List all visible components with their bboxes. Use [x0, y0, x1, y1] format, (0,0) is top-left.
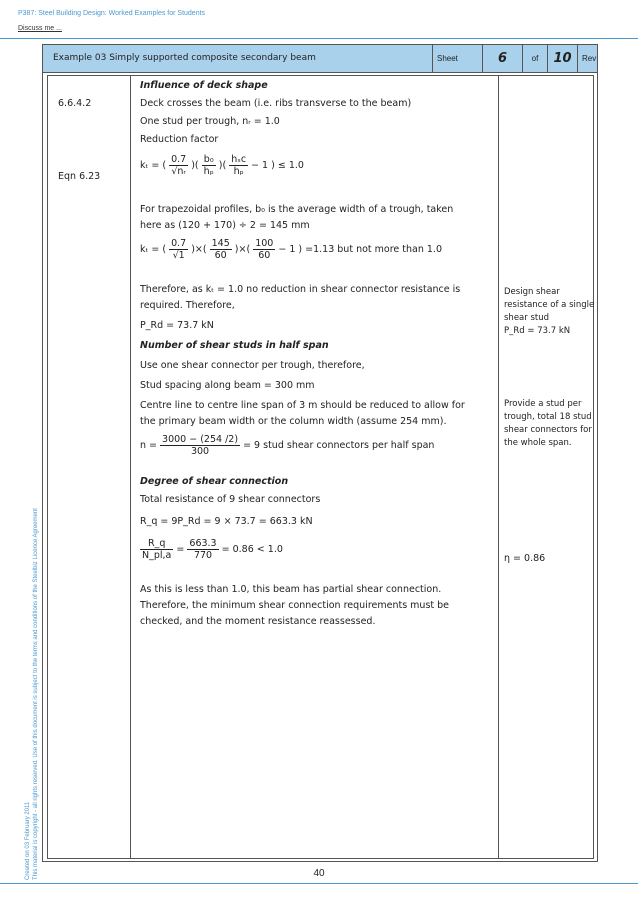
sheet-number: 6 [483, 45, 523, 72]
eq-tail: = 0.86 < 1.0 [221, 544, 283, 555]
equation-kt-values [140, 238, 442, 261]
fraction-den: hₚ [203, 166, 214, 177]
heading-deck-shape: Influence of deck shape [140, 80, 268, 91]
eq-tail: = 9 stud shear connectors per half span [243, 440, 435, 451]
eq-equals: = [176, 544, 185, 555]
discuss-link[interactable]: Discuss me ... [18, 25, 62, 32]
worksheet-body [47, 75, 594, 859]
text-line: Therefore, the minimum shear connection requirements must be [140, 600, 450, 611]
clause-ref: 6.6.4.2 [58, 98, 92, 109]
note-stud-resistance [504, 286, 596, 338]
fraction [169, 238, 188, 261]
equation-ref: Eqn 6.23 [58, 171, 101, 182]
fraction-den: N_pl,a [142, 550, 172, 561]
sheet-label: Sheet [433, 45, 483, 72]
note-text: Design shear resistance of a single shear stud [504, 287, 595, 323]
fraction-den: √1 [172, 250, 185, 261]
bottom-rule [0, 883, 638, 884]
fraction-num: hₛᴄ [231, 154, 247, 165]
text-line: the primary beam width or the column width (assume 254 mm). [140, 416, 447, 427]
fraction [202, 154, 216, 177]
fraction [160, 434, 240, 457]
equation-eta [140, 538, 283, 561]
note-provide-studs: Provide a stud per trough, total 18 stud shear connectors for the whole span. [504, 399, 592, 448]
fraction-num: R_q [140, 538, 173, 550]
note-value: P_Rd = 73.7 kN [504, 326, 571, 336]
fraction-num: 0.7 [171, 154, 187, 165]
fraction-num: 663.3 [189, 538, 217, 549]
note-eta: η = 0.86 [504, 553, 546, 564]
example-title: Example 03 Simply supported composite secondary beam [43, 45, 433, 72]
text-line: One stud per trough, nᵣ = 1.0 [140, 116, 280, 127]
equation-kt-general [140, 154, 304, 177]
eq-lhs: kₜ = [140, 244, 160, 255]
eq-paren: ( [162, 160, 167, 171]
fraction-den: 60 [258, 250, 271, 261]
eq-lhs: n = [140, 440, 158, 451]
text-line: here as (120 + 170) ÷ 2 = 145 mm [140, 220, 310, 231]
page-number: 40 [313, 868, 325, 879]
fraction-num: 145 [211, 238, 230, 249]
equation-rq: R_q = 9P_Rd = 9 × 73.7 = 663.3 kN [140, 516, 313, 527]
eq-tail: − 1 ) ≤ 1.0 [251, 160, 304, 171]
fraction [210, 238, 232, 261]
eq-tail: − 1 ) =1.13 but not more than 1.0 [278, 244, 442, 255]
fraction-num: 0.7 [171, 238, 187, 249]
fraction-num: 100 [255, 238, 274, 249]
column-divider-left [130, 76, 131, 858]
eq-paren: )×( [234, 244, 251, 255]
text-line: Deck crosses the beam (i.e. ribs transverse to the beam) [140, 98, 412, 109]
eq-paren: )( [218, 160, 227, 171]
eq-paren: ( [162, 244, 167, 255]
eq-paren: )( [191, 160, 199, 171]
text-line: Reduction factor [140, 134, 219, 145]
fraction-den: 770 [193, 550, 213, 561]
top-rule [0, 38, 638, 39]
text-line: Stud spacing along beam = 300 mm [140, 380, 315, 391]
text-line: Total resistance of 9 shear connectors [140, 494, 321, 505]
fraction [253, 238, 275, 261]
eq-paren: )×( [191, 244, 207, 255]
text-line: required. Therefore, [140, 300, 235, 311]
fraction [169, 154, 188, 177]
copyright-notice: This material is copyright - all rights reserved. Use of this document is subject to the terms and conditions of the Steelbiz Licence Agreement [33, 508, 39, 880]
fraction [140, 538, 173, 561]
fraction-num: 3000 − (254 /2) [162, 434, 239, 445]
document-title: P387: Steel Building Design: Worked Examples for Students [18, 10, 206, 17]
text-line: Therefore, as kₜ = 1.0 no reduction in shear connector resistance is [140, 284, 461, 295]
of-label: of [523, 45, 548, 72]
text-line: For trapezoidal profiles, b₀ is the average width of a trough, taken [140, 204, 454, 215]
text-line: As this is less than 1.0, this beam has partial shear connection. [140, 584, 442, 595]
sheet-header [43, 45, 597, 73]
copyright-sidebar [24, 400, 40, 880]
fraction-den: 60 [214, 250, 227, 261]
heading-degree-connection: Degree of shear connection [140, 476, 289, 487]
fraction-num: b₀ [202, 154, 216, 166]
rev-label: Rev [582, 54, 597, 63]
text-line: Centre line to centre line span of 3 m should be reduced to allow for [140, 400, 465, 411]
eq-lhs: kₜ = [140, 160, 160, 171]
fraction-den: 300 [190, 446, 210, 457]
worksheet-frame [42, 44, 598, 862]
fraction-den: hₚ [233, 166, 244, 177]
fraction [187, 538, 218, 561]
fraction [229, 154, 248, 177]
text-line: checked, and the moment resistance reassessed. [140, 616, 376, 627]
sheet-total: 10 [548, 45, 578, 72]
text-line: Use one shear connector per trough, therefore, [140, 360, 365, 371]
stud-resistance: P_Rd = 73.7 kN [140, 320, 214, 331]
fraction-den: √nᵣ [171, 166, 186, 177]
heading-number-studs: Number of shear studs in half span [140, 340, 329, 351]
created-date: Created on 03 February 2011 [25, 801, 31, 880]
equation-stud-count [140, 434, 434, 457]
column-divider-right [498, 76, 499, 858]
